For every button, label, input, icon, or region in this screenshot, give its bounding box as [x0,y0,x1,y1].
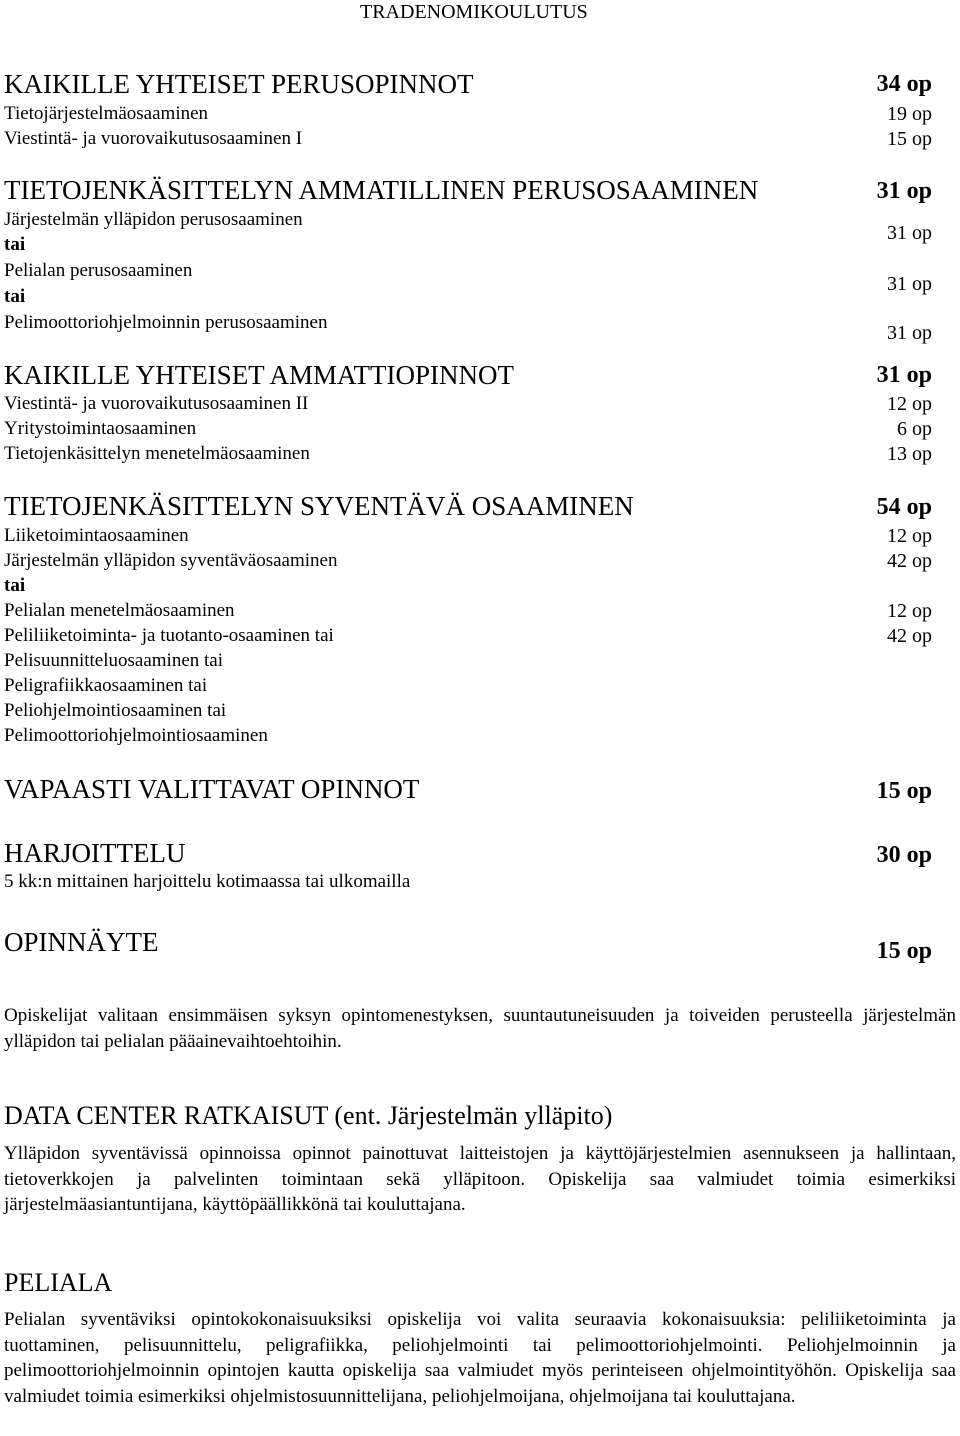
course-item: Peliliiketoiminta- ja tuotanto-osaaminen tai [4,625,334,646]
section-title-common-basic: KAIKILLE YHTEISET PERUSOPINNOT [4,69,474,99]
document-header: TRADENOMIKOULUTUS [360,1,588,23]
course-credits: 31 op [887,322,932,344]
course-credits: 42 op [887,550,932,572]
section-total-free-choice: 15 op [876,778,932,804]
course-item: Pelialan perusosaaminen [4,260,193,281]
course-credits: 12 op [887,525,932,547]
course-credits: 12 op [887,600,932,622]
section-title-professional-basic: TIETOJENKÄSITTELYN AMMATILLINEN PERUSOSAAMINEN [4,175,759,205]
course-credits: 31 op [887,222,932,244]
course-item: Tietojenkäsittelyn menetelmäosaaminen [4,443,310,464]
section-total-common-basic: 34 op [876,71,932,97]
or-separator: tai [4,575,26,596]
data-center-paragraph: Ylläpidon syventävissä opinnoissa opinnot painottuvat laitteistojen ja käyttöjärjestelmien asennukseen ja hallintaan, tietoverkkojen ja palvelinten toimintaan sekä ylläpitoon. Opiskelija saa valmiudet toimia esimerkiksi järjestelmäasiantuntijana, käyttöpäällikkönä tai kouluttajana. [4,1143,956,1215]
course-credits: 6 op [897,418,932,440]
or-separator: tai [4,234,26,255]
course-item: Pelialan menetelmäosaaminen [4,600,235,621]
intro-paragraph: Opiskelijat valitaan ensimmäisen syksyn opintomenestyksen, suuntautuneisuuden ja toiveiden perusteella järjestelmän ylläpidon tai pelialan pääainevaihtoehtoihin. [4,1005,956,1052]
section-title-common-professional: KAIKILLE YHTEISET AMMATTIOPINNOT [4,360,514,390]
section-title-specialisation: TIETOJENKÄSITTELYN SYVENTÄVÄ OSAAMINEN [4,491,634,521]
course-item: Viestintä- ja vuorovaikutusosaaminen II [4,393,309,414]
course-item: Peliohjelmointiosaaminen tai [4,700,227,721]
course-credits: 12 op [887,393,932,415]
course-item: Järjestelmän ylläpidon perusosaaminen [4,209,303,230]
course-credits: 19 op [887,103,932,125]
course-item: Viestintä- ja vuorovaikutusosaaminen I [4,128,303,149]
course-credits: 31 op [887,273,932,295]
section-title-free-choice: VAPAASTI VALITTAVAT OPINNOT [4,774,420,804]
section-heading-peliala: PELIALA [4,1268,113,1297]
course-item: 5 kk:n mittainen harjoittelu kotimaassa tai ulkomailla [4,871,411,892]
section-total-common-professional: 31 op [876,362,932,388]
section-heading-data-center: DATA CENTER RATKAISUT (ent. Järjestelmän ylläpito) [4,1101,613,1130]
course-item: Pelisuunnitteluosaaminen tai [4,650,223,671]
course-credits: 42 op [887,625,932,647]
course-item: Yritystoimintaosaaminen [4,418,197,439]
course-item: Järjestelmän ylläpidon syventäväosaaminen [4,550,338,571]
section-total-professional-basic: 31 op [876,178,932,204]
peliala-paragraph: Pelialan syventäviksi opintokokonaisuuksiksi opiskelija voi valita seuraavia kokonaisuuksia: peliliiketoiminta ja tuottaminen, pelisuunnittelu, peligrafiikka, peliohjelmointi tai pelimoottoriohjelmointi. Peliohjelmoinnin ja pelimoottoriohjelmoinnin opintojen kautta opiskelija saa valmiudet myös perinteiseen ohjelmointityöhön. Opiskelija saa valmiudet toimia esimerkiksi ohjelmistosuunnittelijana, peliohjelmoijana, ohjelmoijana tai kouluttajana. [4,1309,956,1407]
section-title-thesis: OPINNÄYTE [4,927,159,957]
section-total-internship: 30 op [876,842,932,868]
section-total-thesis: 15 op [876,938,932,964]
section-title-internship: HARJOITTELU [4,838,186,868]
course-credits: 13 op [887,443,932,465]
course-item: Pelimoottoriohjelmointiosaaminen [4,725,268,746]
or-separator: tai [4,286,26,307]
course-item: Pelimoottoriohjelmoinnin perusosaaminen [4,312,328,333]
course-item: Tietojärjestelmäosaaminen [4,103,209,124]
section-total-specialisation: 54 op [876,494,932,520]
course-item: Liiketoimintaosaaminen [4,525,189,546]
course-credits: 15 op [887,128,932,150]
course-item: Peligrafiikkaosaaminen tai [4,675,208,696]
